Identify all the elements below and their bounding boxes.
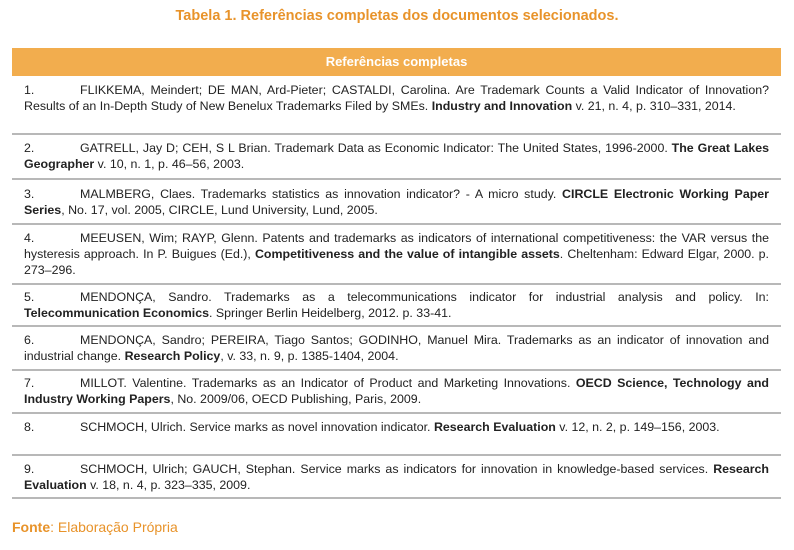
reference-row xyxy=(12,135,781,180)
reference-text: SCHMOCH, Ulrich; GAUCH, Stephan. Service marks as indicators for innovation in knowledge-based services. xyxy=(80,462,714,476)
reference-details: v. 21, n. 4, p. 310–331, 2014. xyxy=(572,99,736,114)
reference-number: 9. xyxy=(24,462,35,476)
reference-text: SCHMOCH, Ulrich. Service marks as novel innovation indicator. xyxy=(80,420,434,434)
source-label: Fonte xyxy=(12,519,51,535)
reference-source-title: CIRCLE Electronic Working Paper Series xyxy=(24,187,769,218)
reference-source-title: OECD Science, Technology and Industry Working Papers xyxy=(24,376,769,407)
reference-source-title: Research Evaluation xyxy=(433,420,556,434)
reference-text: FLIKKEMA, Meindert; DE MAN, Ard-Pieter; CASTALDI, Carolina. Are Trademark Counts a Valid Indicator of Innovation? Results of an In-Depth Study of New Benelux Trademarks Filed by SMEs. xyxy=(24,83,769,114)
reference-number: 2. xyxy=(24,141,35,155)
reference-source-title: Research Policy xyxy=(124,349,221,364)
reference-row xyxy=(12,180,781,225)
reference-source-title: The Great Lakes Geographer xyxy=(24,141,769,172)
reference-number: 8. xyxy=(24,420,35,434)
reference-source-title: Research Evaluation xyxy=(24,462,769,493)
reference-row xyxy=(12,456,781,499)
reference-details: , No. 2009/06, OECD Publishing, Paris, 2009. xyxy=(170,392,422,407)
reference-row xyxy=(12,285,781,327)
reference-row xyxy=(12,76,781,135)
reference-text: MALMBERG, Claes. Trademarks statistics as innovation indicator? - A micro study. xyxy=(80,187,563,201)
reference-source-title: Competitiveness and the value of intangible assets xyxy=(254,247,560,262)
reference-number: 5. xyxy=(24,290,35,304)
reference-details: v. 12, n. 2, p. 149–156, 2003. xyxy=(555,420,720,434)
reference-text: MENDONÇA, Sandro; PEREIRA, Tiago Santos; GODINHO, Manuel Mira. Trademarks as an indicator of innovation and industrial change. xyxy=(24,333,769,364)
reference-number: 6. xyxy=(24,333,35,347)
reference-text: MENDONÇA, Sandro. Trademarks as a telecommunications indicator for industrial analysis and policy. In: xyxy=(80,290,769,304)
reference-number: 1. xyxy=(24,83,35,97)
reference-text: GATRELL, Jay D; CEH, S L Brian. Trademark Data as Economic Indicator: The United States, 1996-2000. xyxy=(80,141,672,155)
reference-details: . Cheltenham: Edward Elgar, 2000. p. 273–296. xyxy=(24,247,769,278)
reference-source-title: Telecommunication Economics xyxy=(24,306,209,321)
reference-row xyxy=(12,327,781,371)
reference-source-title: Industry and Innovation xyxy=(431,99,573,114)
reference-row xyxy=(12,225,781,285)
reference-text: MEEUSEN, Wim; RAYP, Glenn. Patents and trademarks as indicators of international competitiveness: the VAR versus the hysteresis approach. In P. Buigues (Ed.), xyxy=(24,231,769,262)
reference-row xyxy=(12,371,781,414)
table-caption: Tabela 1. Referências completas dos documentos selecionados. xyxy=(175,8,619,24)
reference-details: , No. 17, vol. 2005, CIRCLE, Lund University, Lund, 2005. xyxy=(61,203,378,218)
source-note xyxy=(12,519,178,535)
reference-number: 3. xyxy=(24,187,35,201)
reference-details: , v. 33, n. 9, p. 1385-1404, 2004. xyxy=(220,349,399,364)
reference-details: v. 10, n. 1, p. 46–56, 2003. xyxy=(94,157,245,172)
reference-number: 7. xyxy=(24,376,35,390)
table-header: Referências completas xyxy=(12,48,781,76)
source-text: : Elaboração Própria xyxy=(50,519,178,535)
reference-row xyxy=(12,414,781,456)
reference-number: 4. xyxy=(24,231,35,245)
references-table xyxy=(12,48,781,499)
reference-text: MILLOT. Valentine. Trademarks as an Indicator of Product and Marketing Innovations. xyxy=(80,376,576,390)
reference-details: v. 18, n. 4, p. 323–335, 2009. xyxy=(86,478,251,493)
reference-details: . Springer Berlin Heidelberg, 2012. p. 33-41. xyxy=(208,306,452,321)
